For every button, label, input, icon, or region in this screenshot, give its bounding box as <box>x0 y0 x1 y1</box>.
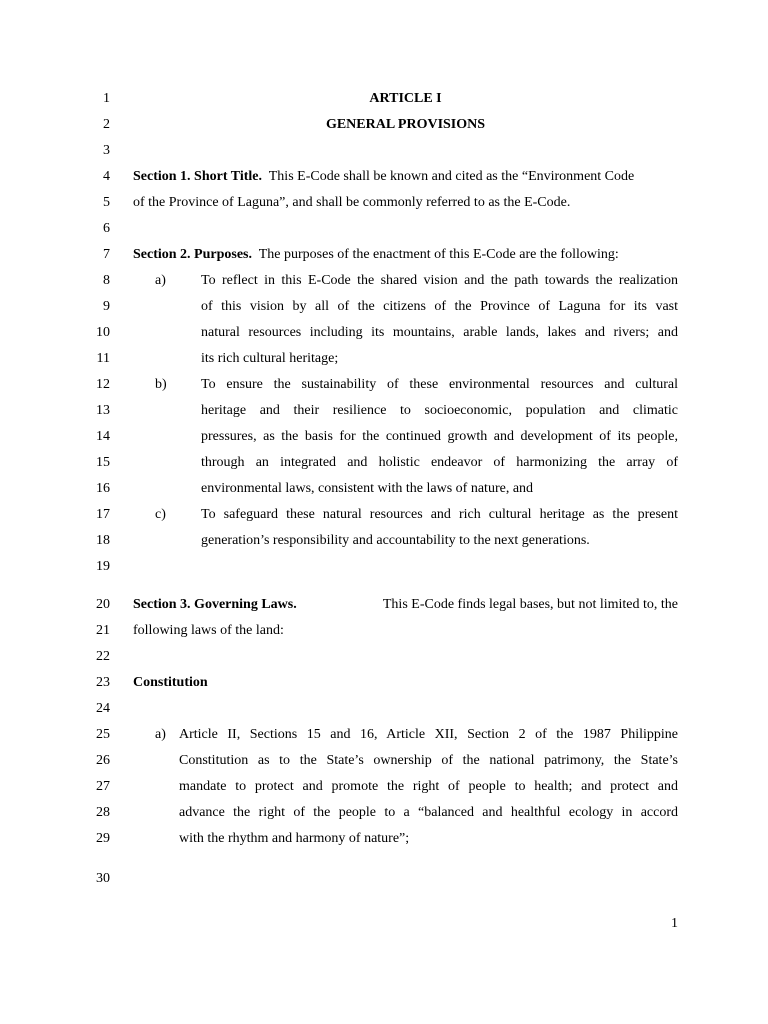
section1-text-2: of the Province of Laguna”, and shall be commonly referred to as the E-Code. <box>133 195 571 210</box>
section2-heading: Section 2. Purposes. <box>133 247 252 262</box>
purpose-b-line: through an integrated and holistic endeavor of harmonizing the array of <box>201 455 678 470</box>
section3-text-2: following laws of the land: <box>133 623 284 638</box>
line-number: 19 <box>96 559 110 574</box>
constitution-a-line: mandate to protect and promote the right of people to health; and protect and <box>179 779 678 794</box>
line-number: 18 <box>96 533 110 548</box>
constitution-a-line: Constitution as to the State’s ownership of the national patrimony, the State’s <box>179 753 678 768</box>
list-marker: a) <box>155 273 166 288</box>
line-number: 9 <box>103 299 110 314</box>
line-number: 12 <box>96 377 110 392</box>
line-number: 23 <box>96 675 110 690</box>
line-number: 26 <box>96 753 110 768</box>
line-number: 21 <box>96 623 110 638</box>
section2-intro: The purposes of the enactment of this E-Code are the following: <box>258 247 619 262</box>
purpose-b-line: pressures, as the basis for the continued growth and development of its people, <box>201 429 678 444</box>
line-number: 13 <box>96 403 110 418</box>
purpose-c-line: generation’s responsibility and accountability to the next generations. <box>201 533 590 548</box>
constitution-a-line: with the rhythm and harmony of nature”; <box>179 831 410 846</box>
article-subtitle: GENERAL PROVISIONS <box>325 117 486 132</box>
line-number: 3 <box>103 143 110 158</box>
purpose-b-line: heritage and their resilience to socioeconomic, population and climatic <box>201 403 678 418</box>
line-number: 2 <box>103 117 110 132</box>
line-number: 25 <box>96 727 110 742</box>
section3-text-1: This E-Code finds legal bases, but not limited to, the <box>382 597 678 612</box>
line-number: 22 <box>96 649 110 664</box>
list-marker: b) <box>155 377 167 392</box>
line-number: 4 <box>103 169 110 184</box>
line-number: 27 <box>96 779 110 794</box>
purpose-b-line: To ensure the sustainability of these environmental resources and cultural <box>201 377 678 392</box>
purpose-c-line: To safeguard these natural resources and rich cultural heritage as the present <box>201 507 678 522</box>
line-number: 28 <box>96 805 110 820</box>
line-number: 11 <box>96 351 110 366</box>
purpose-a-line: To reflect in this E-Code the shared vision and the path towards the realization <box>201 273 678 288</box>
line-number: 16 <box>96 481 110 496</box>
section1-heading: Section 1. Short Title. <box>133 169 262 184</box>
list-marker: c) <box>155 507 166 522</box>
page-number: 1 <box>671 916 678 931</box>
section2-line1 <box>133 247 678 263</box>
line-number: 5 <box>103 195 110 210</box>
line-number: 30 <box>96 871 110 886</box>
purpose-b-line: environmental laws, consistent with the laws of nature, and <box>201 481 534 496</box>
section3-heading: Section 3. Governing Laws. <box>133 597 297 612</box>
list-marker: a) <box>155 727 166 742</box>
section1-line1 <box>133 169 678 185</box>
line-number: 14 <box>96 429 110 444</box>
line-number: 17 <box>96 507 110 522</box>
constitution-a-line: advance the right of the people to a “balanced and healthful ecology in accord <box>179 805 678 820</box>
constitution-heading: Constitution <box>133 675 208 690</box>
article-title: ARTICLE I <box>369 91 442 106</box>
purpose-a-line: of this vision by all of the citizens of the Province of Laguna for its vast <box>201 299 678 314</box>
purpose-a-line: its rich cultural heritage; <box>201 351 339 366</box>
constitution-a-line: Article II, Sections 15 and 16, Article XII, Section 2 of the 1987 Philippine <box>179 727 678 742</box>
section1-text-1: This E-Code shall be known and cited as the “Environment Code <box>268 169 635 184</box>
line-number: 6 <box>103 221 110 236</box>
line-number: 10 <box>96 325 110 340</box>
line-number: 29 <box>96 831 110 846</box>
line-number: 7 <box>103 247 110 262</box>
section3-line1 <box>133 597 678 613</box>
line-number: 8 <box>103 273 110 288</box>
line-number: 24 <box>96 701 110 716</box>
line-number: 1 <box>103 91 110 106</box>
line-number: 15 <box>96 455 110 470</box>
purpose-a-line: natural resources including its mountains, arable lands, lakes and rivers; and <box>201 325 678 340</box>
line-number: 20 <box>96 597 110 612</box>
